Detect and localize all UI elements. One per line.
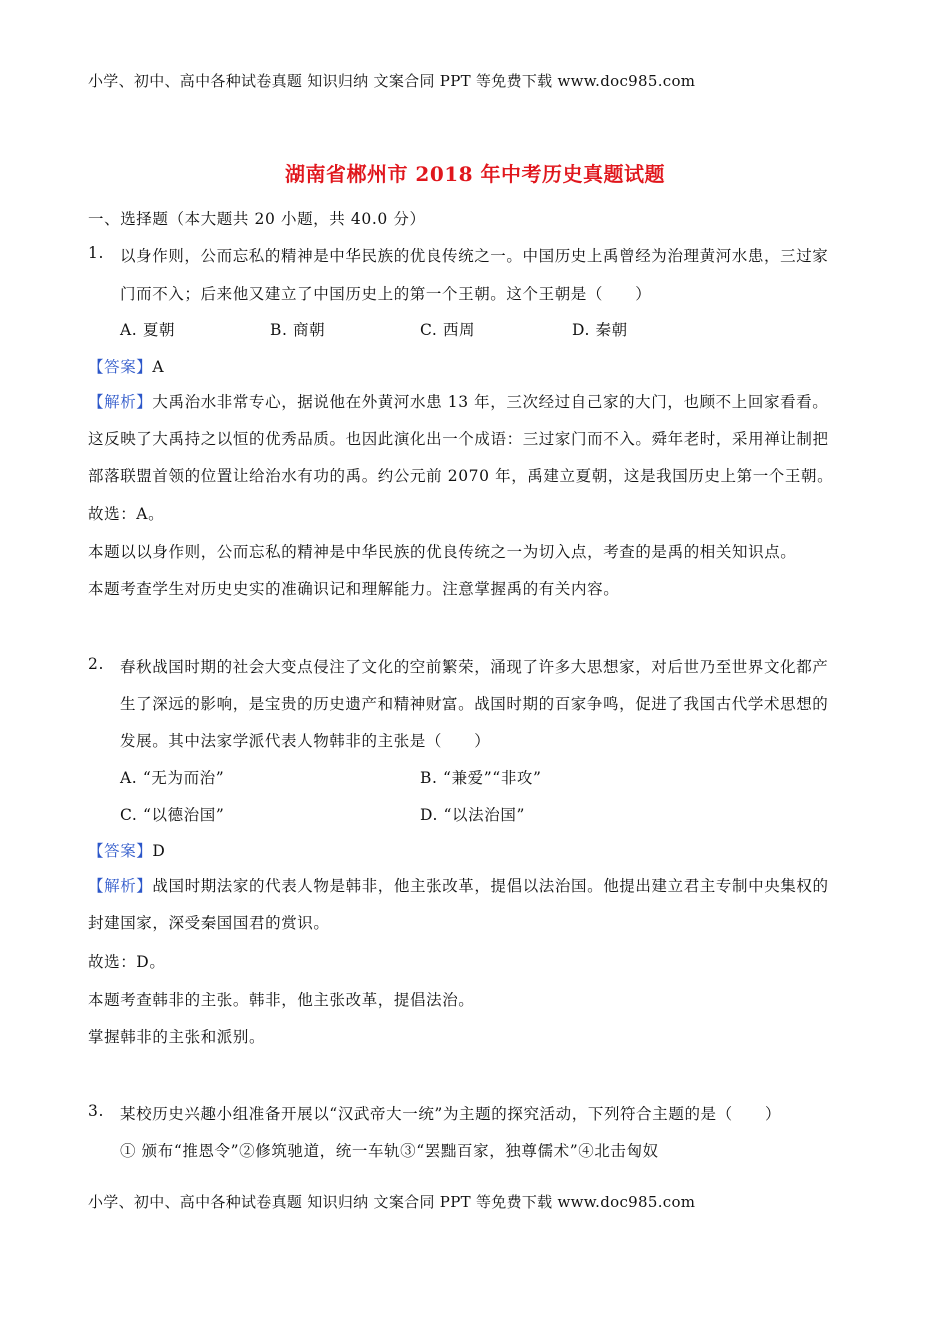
analysis-line [88,874,829,896]
option-a: A. 夏朝 [120,321,176,339]
analysis-text: 本题考查学生对历史史实的准确识记和理解能力。注意掌握禹的有关内容。 [88,580,620,598]
question-number: 2. [88,655,104,673]
question-stem-line: 发展。其中法家学派代表人物韩非的主张是（ ） [120,732,491,750]
analysis-text: 封建国家，深受秦国国君的赏识。 [88,914,330,932]
answer-line [88,355,164,377]
page-header: 小学、初中、高中各种试卷真题 知识归纳 文案合同 PPT 等免费下载 www.doc985.com [88,72,696,90]
answer-value: A [152,358,165,376]
option-d: D. 秦朝 [572,321,628,339]
option-b: B. 商朝 [270,321,326,339]
option-b: B. “兼爱”“非攻” [420,769,542,787]
analysis-text: 战国时期法家的代表人物是韩非，他主张改革，提倡以法治国。他提出建立君主专制中央集权的 [152,877,829,895]
question-items: ① 颁布“推恩令”②修筑驰道，统一车轨③“罢黜百家，独尊儒术”④北击匈奴 [120,1142,659,1160]
page-title: 湖南省郴州市 2018 年中考历史真题试题 [284,162,666,186]
question-number: 3. [88,1102,104,1120]
option-c: C. 西周 [420,321,476,339]
answer-line [88,839,165,861]
question-stem-line: 春秋战国时期的社会大变点侵注了文化的空前繁荣，涌现了许多大思想家，对后世乃至世界文化都产 [120,658,829,676]
page-footer: 小学、初中、高中各种试卷真题 知识归纳 文案合同 PPT 等免费下载 www.doc985.com [88,1193,696,1211]
analysis-text: 这反映了大禹持之以恒的优秀品质。也因此演化出一个成语：三过家门而不入。舜年老时，采用禅让制把 [88,430,829,448]
question-stem-line: 某校历史兴趣小组准备开展以“汉武帝大一统”为主题的探究活动，下列符合主题的是（ ） [120,1105,782,1123]
analysis-text: 故选：D。 [88,953,166,971]
question-stem-line: 生了深远的影响，是宝贵的历史遗产和精神财富。战国时期的百家争鸣，促进了我国古代学术思想的 [120,695,829,713]
section-heading: 一、选择题（本大题共 20 小题，共 40.0 分） [88,210,426,228]
analysis-text: 本题考查韩非的主张。韩非，他主张改革，提倡法治。 [88,991,475,1009]
analysis-text: 本题以以身作则，公而忘私的精神是中华民族的优良传统之一为切入点，考查的是禹的相关知识点。 [88,543,797,561]
analysis-text: 故选：A。 [88,505,165,523]
question-number: 1. [88,244,104,262]
answer-value: D [152,842,166,860]
analysis-text: 掌握韩非的主张和派别。 [88,1028,266,1046]
answer-tag: 【答案】 [88,358,153,376]
option-a: A. “无为而治” [120,769,225,787]
analysis-tag: 【解析】 [88,393,153,411]
option-c: C. “以德治国” [120,806,225,824]
option-d: D. “以法治国” [420,806,525,824]
analysis-text: 部落联盟首领的位置让给治水有功的禹。约公元前 2070 年，禹建立夏朝，这是我国历史上第一个王朝。 [88,467,834,485]
analysis-line [88,390,828,412]
answer-tag: 【答案】 [88,842,153,860]
question-stem-line: 以身作则，公而忘私的精神是中华民族的优良传统之一。中国历史上禹曾经为治理黄河水患，三过家 [120,247,829,265]
analysis-tag: 【解析】 [88,877,153,895]
question-stem-line: 门而不入；后来他又建立了中国历史上的第一个王朝。这个王朝是（ ） [120,285,652,303]
analysis-text: 大禹治水非常专心，据说他在外黄河水患 13 年，三次经过自己家的大门，也顾不上回家看看。 [152,393,829,411]
